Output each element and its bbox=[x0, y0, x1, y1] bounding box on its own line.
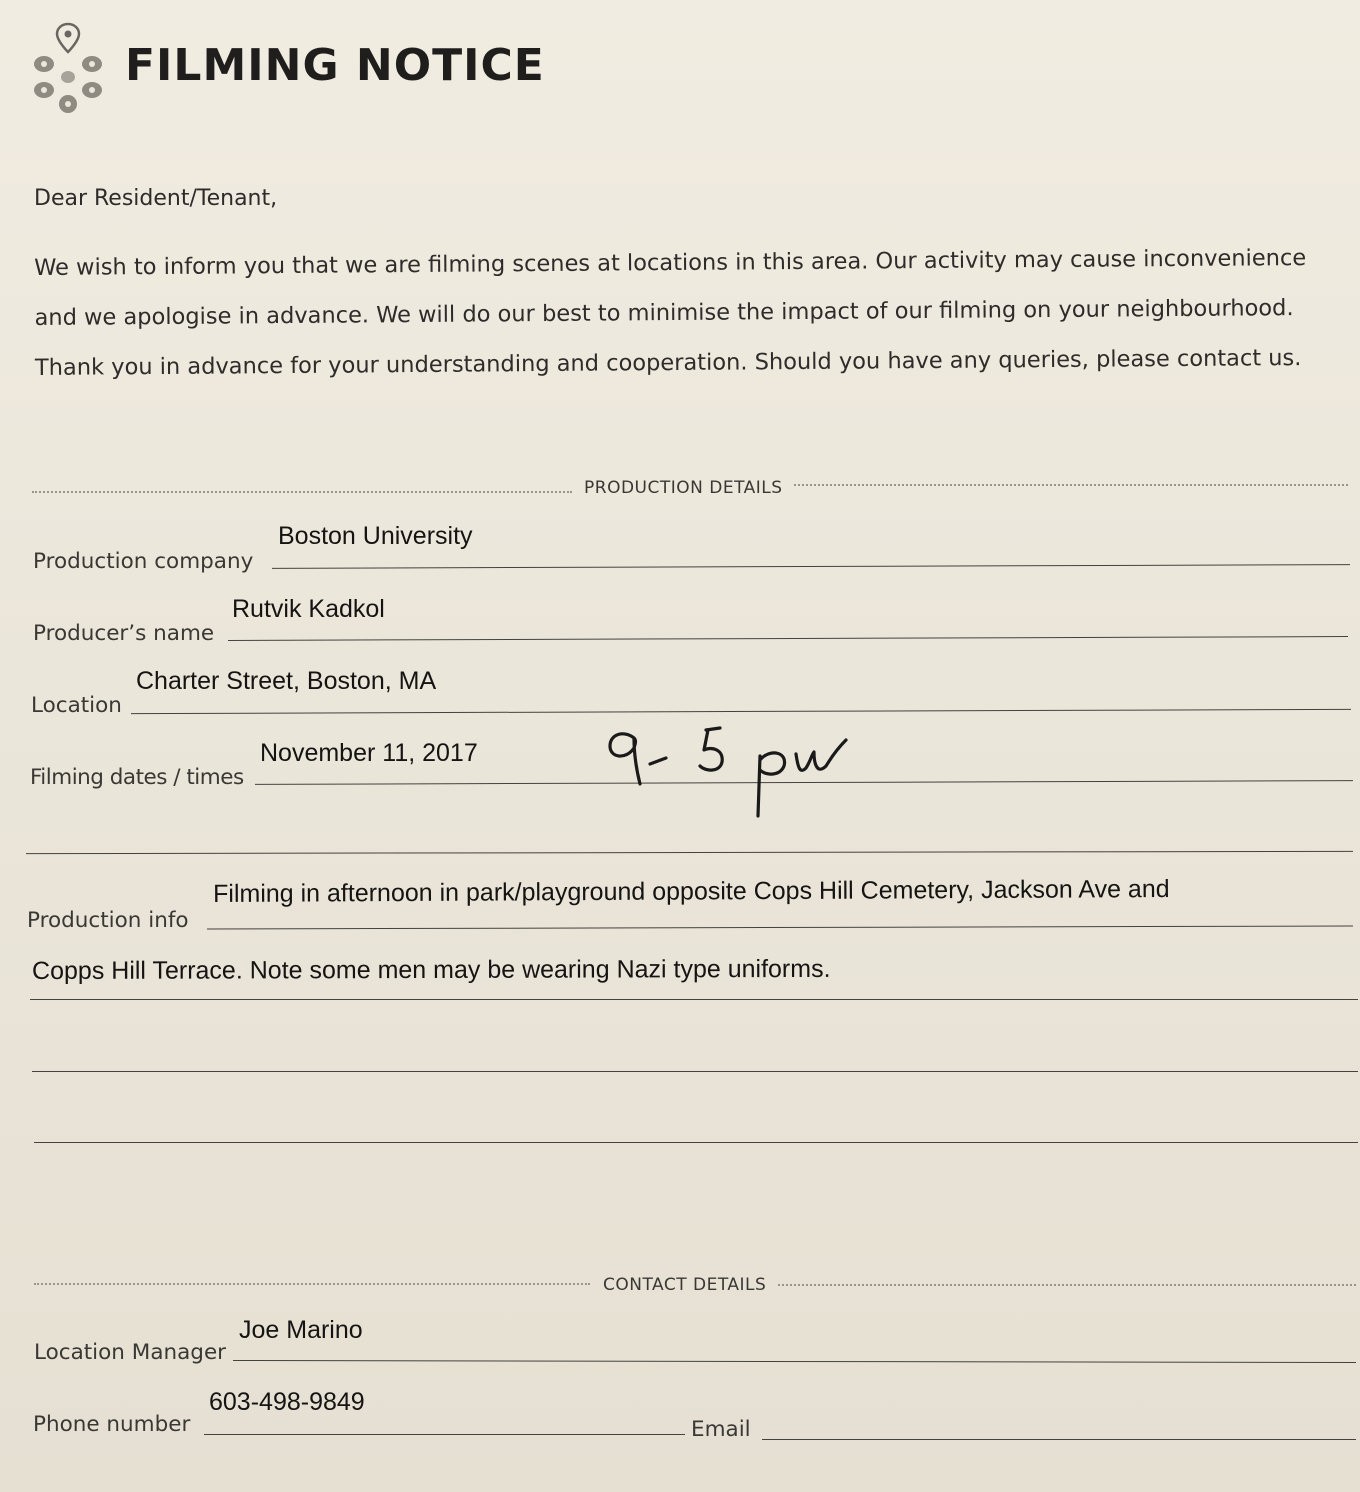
location-label: Location bbox=[31, 693, 122, 718]
location-manager-label: Location Manager bbox=[34, 1340, 227, 1365]
email-line bbox=[762, 1439, 1356, 1440]
email-label: Email bbox=[691, 1417, 751, 1442]
blank-line bbox=[32, 1071, 1358, 1072]
page-title: FILMING NOTICE bbox=[125, 40, 545, 91]
greeting: Dear Resident/Tenant, bbox=[34, 186, 278, 211]
contact-details-heading: CONTACT DETAILS bbox=[603, 1275, 767, 1295]
section-divider bbox=[32, 491, 572, 493]
producer-name-line bbox=[228, 636, 1348, 641]
location-pin-flower-icon bbox=[30, 20, 106, 116]
production-details-heading: PRODUCTION DETAILS bbox=[584, 478, 783, 498]
filming-dates-value: November 11, 2017 bbox=[260, 739, 478, 767]
section-divider bbox=[794, 484, 1348, 486]
production-company-line bbox=[272, 564, 1350, 569]
section-divider bbox=[778, 1284, 1356, 1286]
section-divider bbox=[34, 1283, 590, 1285]
production-info-value-2: Copps Hill Terrace. Note some men may be wearing Nazi type uniforms. bbox=[32, 954, 831, 985]
location-line bbox=[131, 709, 1351, 714]
location-manager-line bbox=[233, 1360, 1356, 1363]
phone-number-value: 603-498-9849 bbox=[209, 1388, 365, 1416]
production-info-line bbox=[30, 999, 1358, 1000]
blank-line bbox=[34, 1142, 1358, 1143]
phone-number-label: Phone number bbox=[33, 1412, 191, 1437]
location-value: Charter Street, Boston, MA bbox=[136, 667, 437, 695]
location-manager-value: Joe Marino bbox=[239, 1316, 363, 1344]
blank-line bbox=[26, 851, 1353, 854]
producer-name-value: Rutvik Kadkol bbox=[232, 595, 385, 623]
phone-number-line bbox=[204, 1434, 685, 1435]
production-company-value: Boston University bbox=[278, 522, 473, 550]
production-info-value-1: Filming in afternoon in park/playground opposite Cops Hill Cemetery, Jackson Ave and bbox=[213, 874, 1170, 908]
production-info-label: Production info bbox=[27, 908, 189, 933]
letter-body: We wish to inform you that we are filming scenes at locations in this area. Our activity may cause inconvenience and we apologise in advance. We will do our best to minimise the impact of our filming on your neighbourhood. Thank you in advance for your understanding and cooperation. Should you have any queries, please contact us. bbox=[34, 245, 1307, 381]
production-info-line bbox=[207, 925, 1353, 929]
production-company-label: Production company bbox=[33, 549, 254, 574]
handwritten-times bbox=[600, 718, 860, 828]
filming-dates-label: Filming dates / times bbox=[30, 765, 244, 790]
producer-name-label: Producer’s name bbox=[33, 621, 215, 646]
